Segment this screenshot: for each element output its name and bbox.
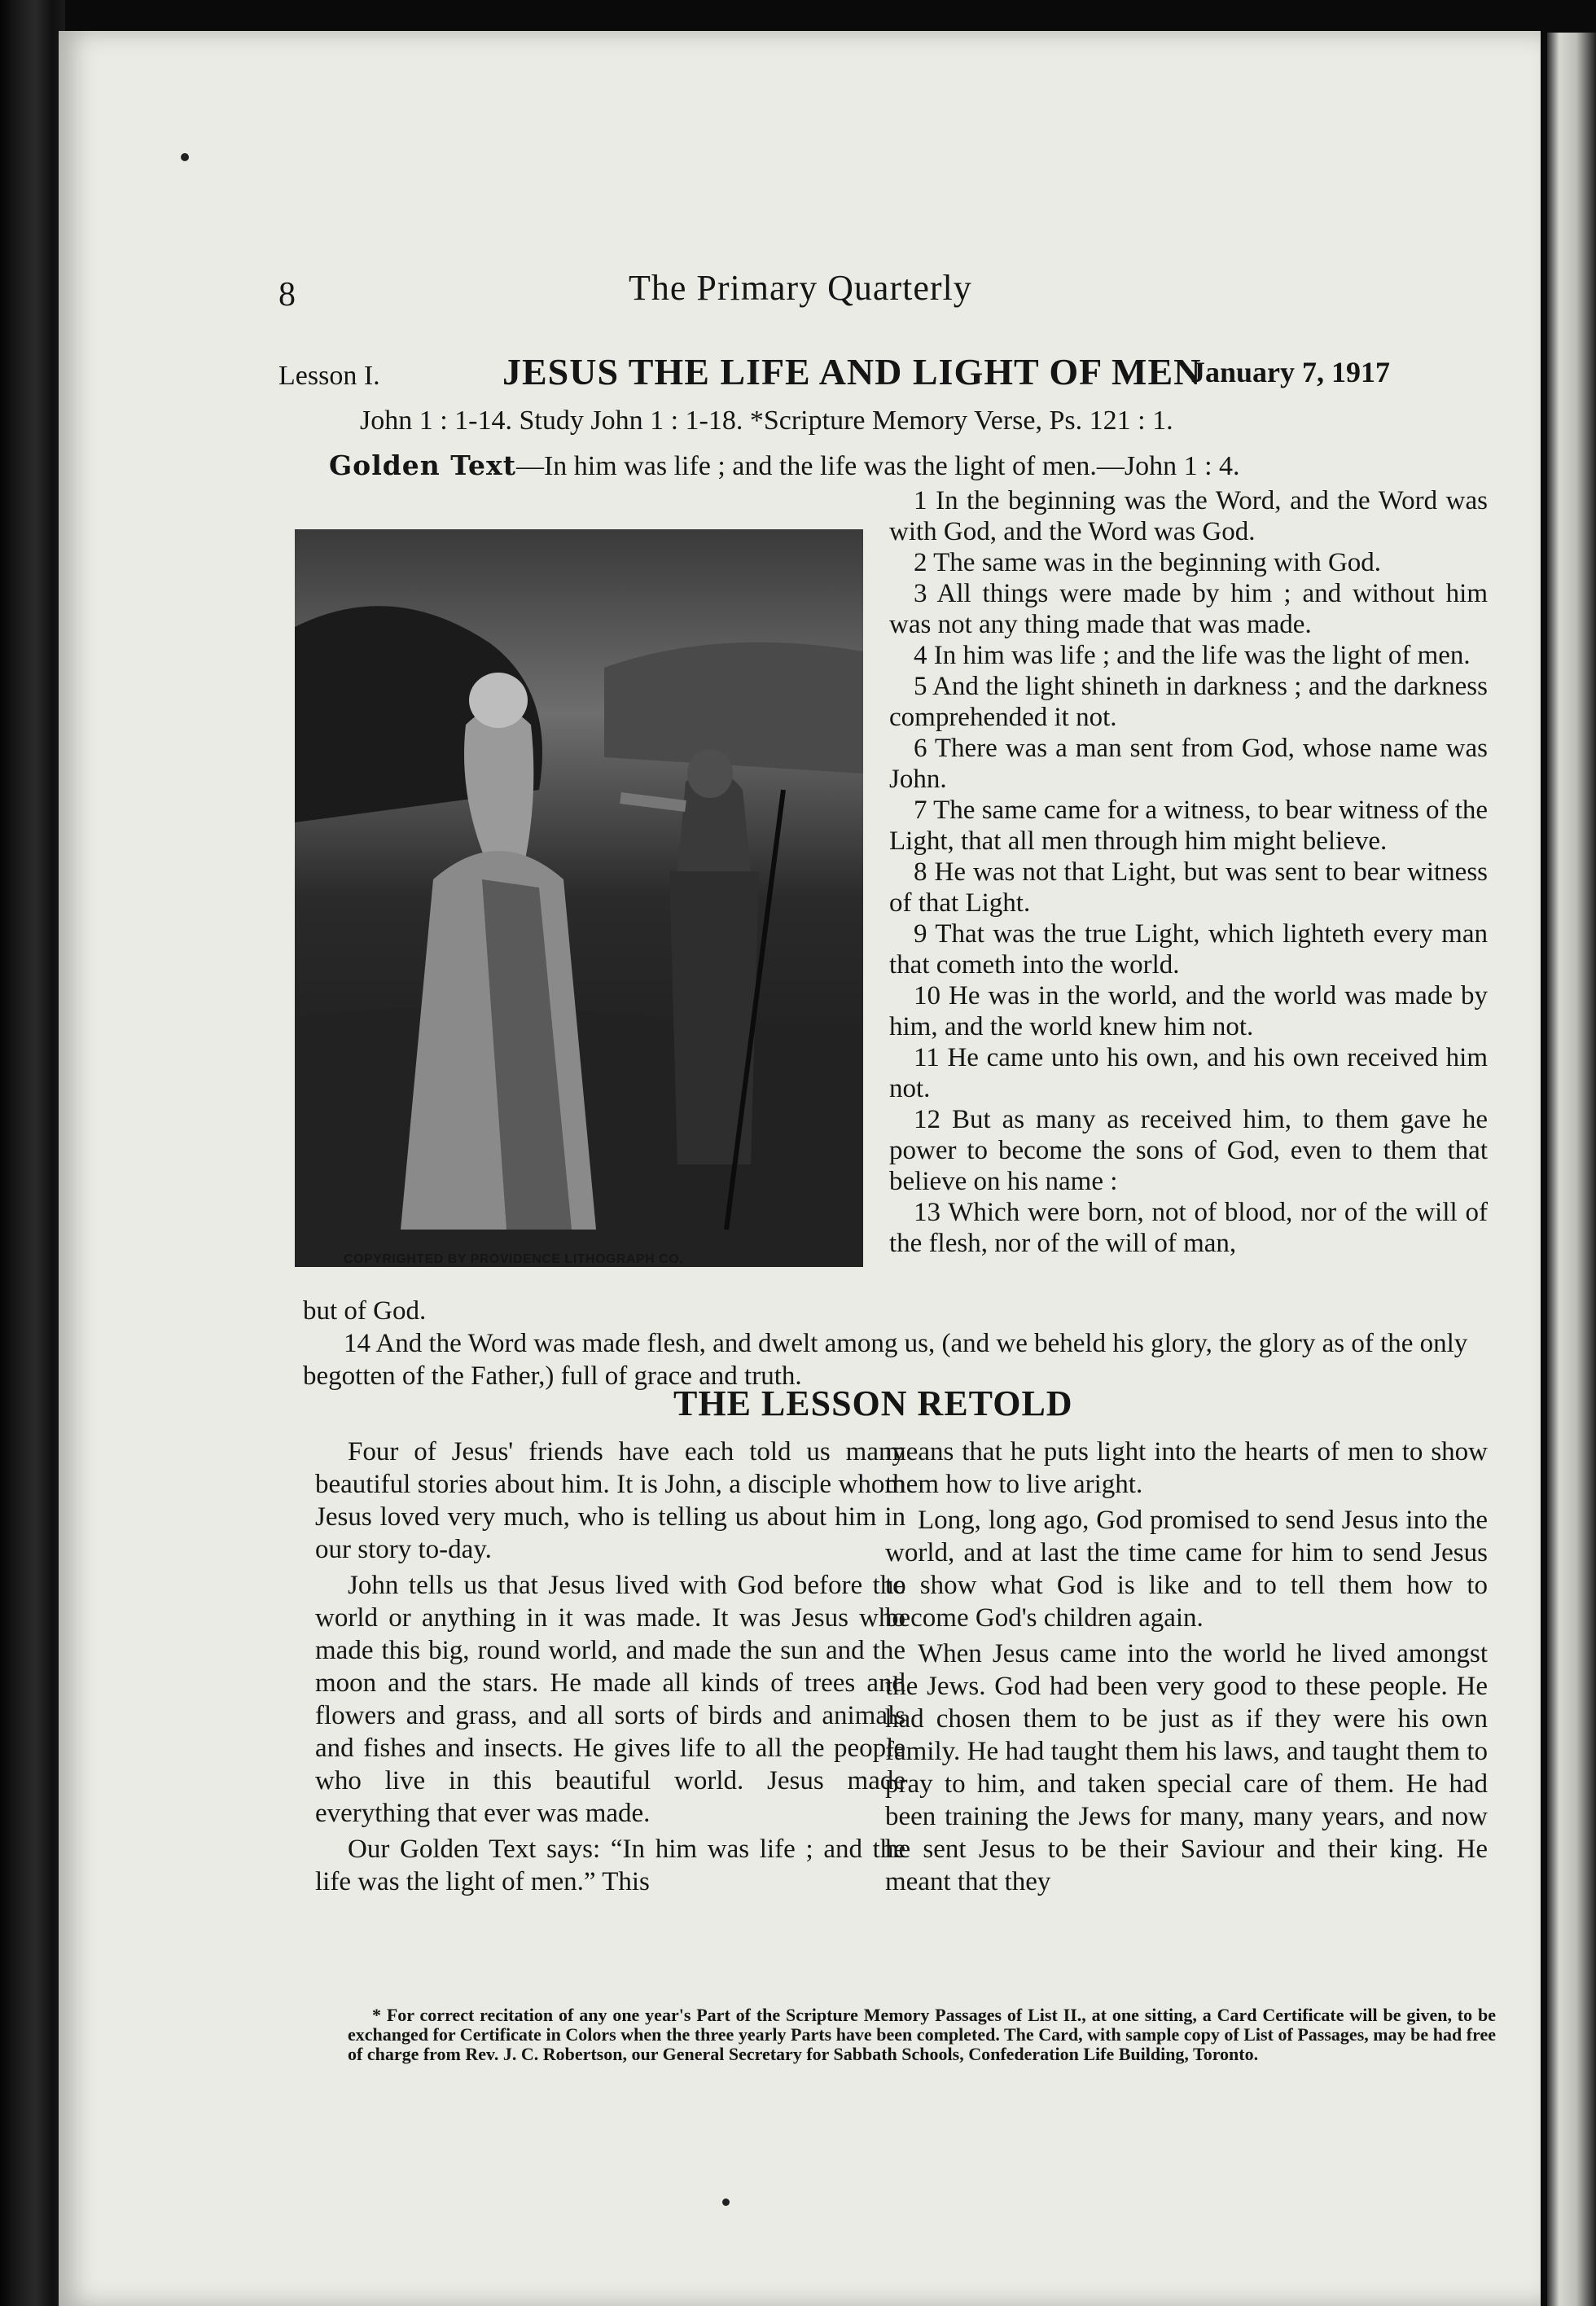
- golden-text-label: Golden Text: [329, 449, 516, 481]
- verse: 10 He was in the world, and the world was made by him, and the world knew him not.: [889, 981, 1488, 1041]
- illustration-jesus-and-john: [295, 529, 863, 1267]
- scripture-verses: [889, 485, 1488, 1259]
- section-heading-lesson-retold: THE LESSON RETOLD: [673, 1383, 1073, 1423]
- paragraph: Our Golden Text says: “In him was life ; and the life was the light of men.” This: [315, 1835, 905, 1896]
- lesson-title: JESUS THE LIFE AND LIGHT OF MEN: [502, 351, 1202, 392]
- verse: 9 That was the true Light, which lighteth every man that cometh into the world.: [889, 919, 1488, 980]
- illustration-image: [295, 529, 863, 1267]
- footnote: [348, 2006, 1496, 2064]
- verse: 4 In him was life ; and the life was the light of men.: [914, 641, 1471, 670]
- paragraph: Long, long ago, God promised to send Jesus into the world, and at last the time came for him to send Jesus to show what God is like and to tell them how to become God's children again.: [885, 1506, 1488, 1633]
- retold-column-left: [315, 1436, 905, 1901]
- verse: 7 The same came for a witness, to bear witness of the Light, that all men through him might believe.: [889, 796, 1489, 856]
- paragraph: Four of Jesus' friends have each told us many beautiful stories about him. It is John, a disciple whom Jesus loved very much, who is telling us about him in our story to-day.: [315, 1437, 905, 1564]
- paragraph: John tells us that Jesus lived with God before the world or anything in it was made. It was Jesus who made this big, round world, and made the sun and the moon and the stars. He made all kinds of trees and flowers and grass, and all sorts of birds and animals and fishes and insects. He gives life to all the people who live in this beautiful world. Jesus made everything that ever was made.: [315, 1571, 905, 1828]
- lesson-date: January 7, 1917: [1190, 356, 1391, 388]
- verse: 8 He was not that Light, but was sent to bear witness of that Light.: [889, 857, 1488, 918]
- paragraph: When Jesus came into the world he lived amongst the Jews. God had been very good to these people. He had chosen them to be just as if they were his own family. He had taught them his laws, and taught them to pray to him, and taken special care of them. He had been training the Jews for many, many years, and now he sent Jesus to be their Saviour and their king. He meant that they: [885, 1639, 1488, 1896]
- book-spine-edge: [0, 0, 65, 2306]
- lesson-label: Lesson I.: [278, 361, 380, 391]
- footnote-text: * For correct recitation of any one year's Part of the Scripture Memory Passages of List II., at one sitting, a Card Certificate will be given, to be exchanged for Certificate in Colors when the three yearly Parts have been completed. The Card, with sample copy of List of Passages, may be had free of charge from Rev. J. C. Robertson, our General Secretary for Sabbath Schools, Confederation Life Building, Toronto.: [348, 2005, 1496, 2064]
- page-number: 8: [278, 276, 296, 313]
- paragraph-continuation: means that he puts light into the hearts of men to show them how to live aright.: [885, 1437, 1488, 1499]
- verse: 13 Which were born, not of blood, nor of the will of the flesh, nor of the will of man,: [889, 1198, 1488, 1258]
- speck: [181, 153, 189, 161]
- running-title: The Primary Quarterly: [629, 268, 972, 308]
- verse: 2 The same was in the beginning with God.: [914, 548, 1382, 577]
- scripture-reference: John 1 : 1-14. Study John 1 : 1-18. *Scripture Memory Verse, Ps. 121 : 1.: [360, 406, 1173, 436]
- book-page: [59, 31, 1541, 2306]
- verse: 1 In the beginning was the Word, and the Word was with God, and the Word was God.: [889, 486, 1488, 546]
- verse: 12 But as many as received him, to them gave he power to become the sons of God, even to them that believe on his name :: [889, 1105, 1488, 1196]
- verse: 14 And the Word was made flesh, and dwelt among us, (and we beheld his glory, the glory as of the only begotten of the Father,) full of grace and truth.: [303, 1329, 1468, 1391]
- speck: [722, 2199, 730, 2206]
- verse: 6 There was a man sent from God, whose name was John.: [889, 734, 1488, 794]
- verse-continuation: but of God.: [303, 1296, 427, 1326]
- verse: 11 He came unto his own, and his own received him not.: [889, 1043, 1488, 1103]
- illustration-caption: COPYRIGHTED BY PROVIDENCE LITHOGRAPH CO.: [344, 1252, 684, 1266]
- scripture-verses-full-width: [303, 1295, 1488, 1392]
- retold-column-right: [885, 1436, 1488, 1901]
- facing-page-edge: [1547, 33, 1596, 2306]
- golden-text-body: —In him was life ; and the life was the light of men.—John 1 : 4.: [515, 451, 1240, 481]
- verse: 3 All things were made by him ; and without him was not any thing made that was made.: [889, 579, 1488, 639]
- golden-text: [329, 449, 1240, 482]
- verse: 5 And the light shineth in darkness ; and the darkness comprehended it not.: [889, 672, 1488, 732]
